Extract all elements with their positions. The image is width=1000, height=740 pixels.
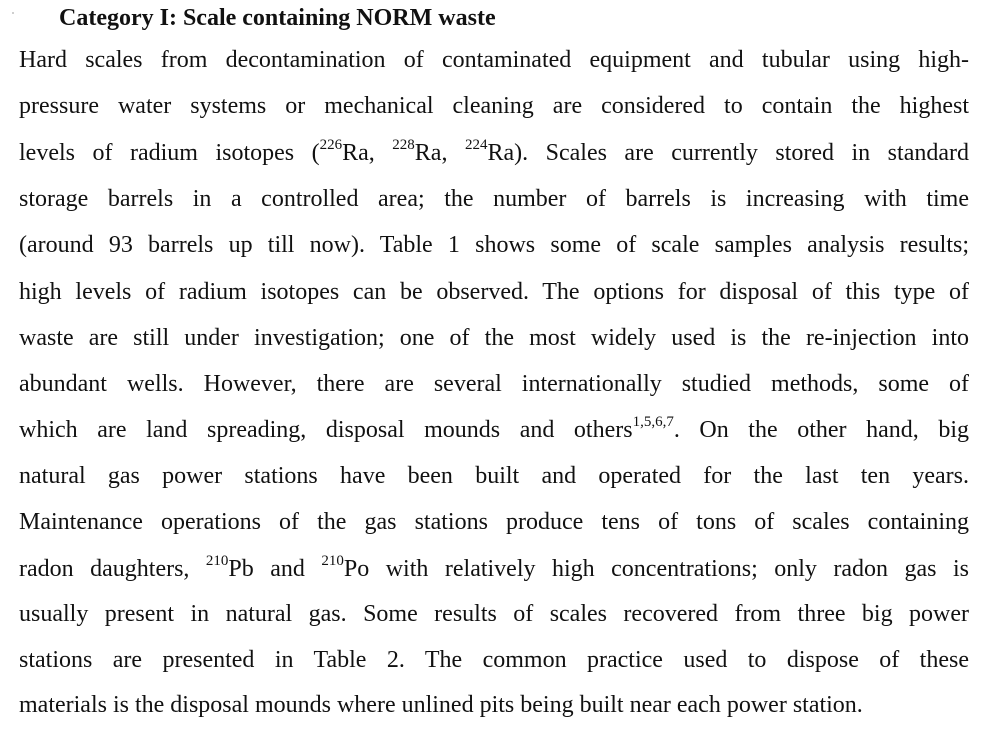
paragraph-line-11: Maintenance operations of the gas stations produce tens of tons of scales containing [19, 509, 969, 535]
paragraph-line-14: stations are presented in Table 2. The common practice used to dispose of these [19, 647, 969, 673]
line-12-text-c: Po with relatively high concentrations; only radon gas is [343, 556, 969, 582]
paragraph-line-2: pressure water systems or mechanical cleaning are considered to contain the highest [19, 93, 969, 119]
isotope-mass-ra224: 224 [464, 137, 488, 153]
paragraph-line-10: natural gas power stations have been built and operated for the last ten years. [19, 463, 969, 489]
line-12-text-a: radon daughters, [19, 556, 206, 582]
citation-refs: 1,5,6,7 [632, 414, 674, 430]
paragraph-line-9 [19, 415, 969, 445]
isotope-mass-pb210: 210 [205, 553, 229, 569]
isotope-mass-po210: 210 [321, 553, 344, 569]
paragraph-line-3 [19, 138, 969, 168]
scan-speck [12, 12, 14, 14]
paragraph-line-7: waste are still under investigation; one of the most widely used is the re-injection into [19, 325, 969, 351]
paragraph-line-5: (around 93 barrels up till now). Table 1 shows some of scale samples analysis results; [19, 232, 969, 258]
line-3-text-a: levels of radium isotopes ( [19, 140, 320, 166]
paragraph-line-1: Hard scales from decontamination of contaminated equipment and tubular using high- [19, 47, 969, 73]
isotope-mass-ra226: 226 [319, 137, 343, 153]
isotope-mass-ra228: 228 [392, 137, 415, 153]
document-page [19, 0, 969, 740]
paragraph-line-4: storage barrels in a controlled area; the number of barrels is increasing with time [19, 186, 969, 212]
section-heading: Category I: Scale containing NORM waste [59, 5, 496, 31]
isotope-symbol-ra226: Ra, [342, 140, 393, 166]
line-12-text-b: Pb and [228, 556, 322, 582]
paragraph-line-12 [19, 554, 969, 584]
line-9-text-b: . On the other hand, big [673, 417, 969, 443]
paragraph-line-15: materials is the disposal mounds where unlined pits being built near each power station. [19, 692, 863, 718]
line-3-text-b: Ra). Scales are currently stored in standard [487, 140, 969, 166]
paragraph-line-13: usually present in natural gas. Some results of scales recovered from three big power [19, 601, 969, 627]
paragraph-line-8: abundant wells. However, there are several internationally studied methods, some of [19, 371, 969, 397]
line-9-text-a: which are land spreading, disposal mounds and others [19, 417, 633, 443]
isotope-symbol-ra228: Ra, [414, 140, 465, 166]
paragraph-line-6: high levels of radium isotopes can be observed. The options for disposal of this type of [19, 279, 969, 305]
